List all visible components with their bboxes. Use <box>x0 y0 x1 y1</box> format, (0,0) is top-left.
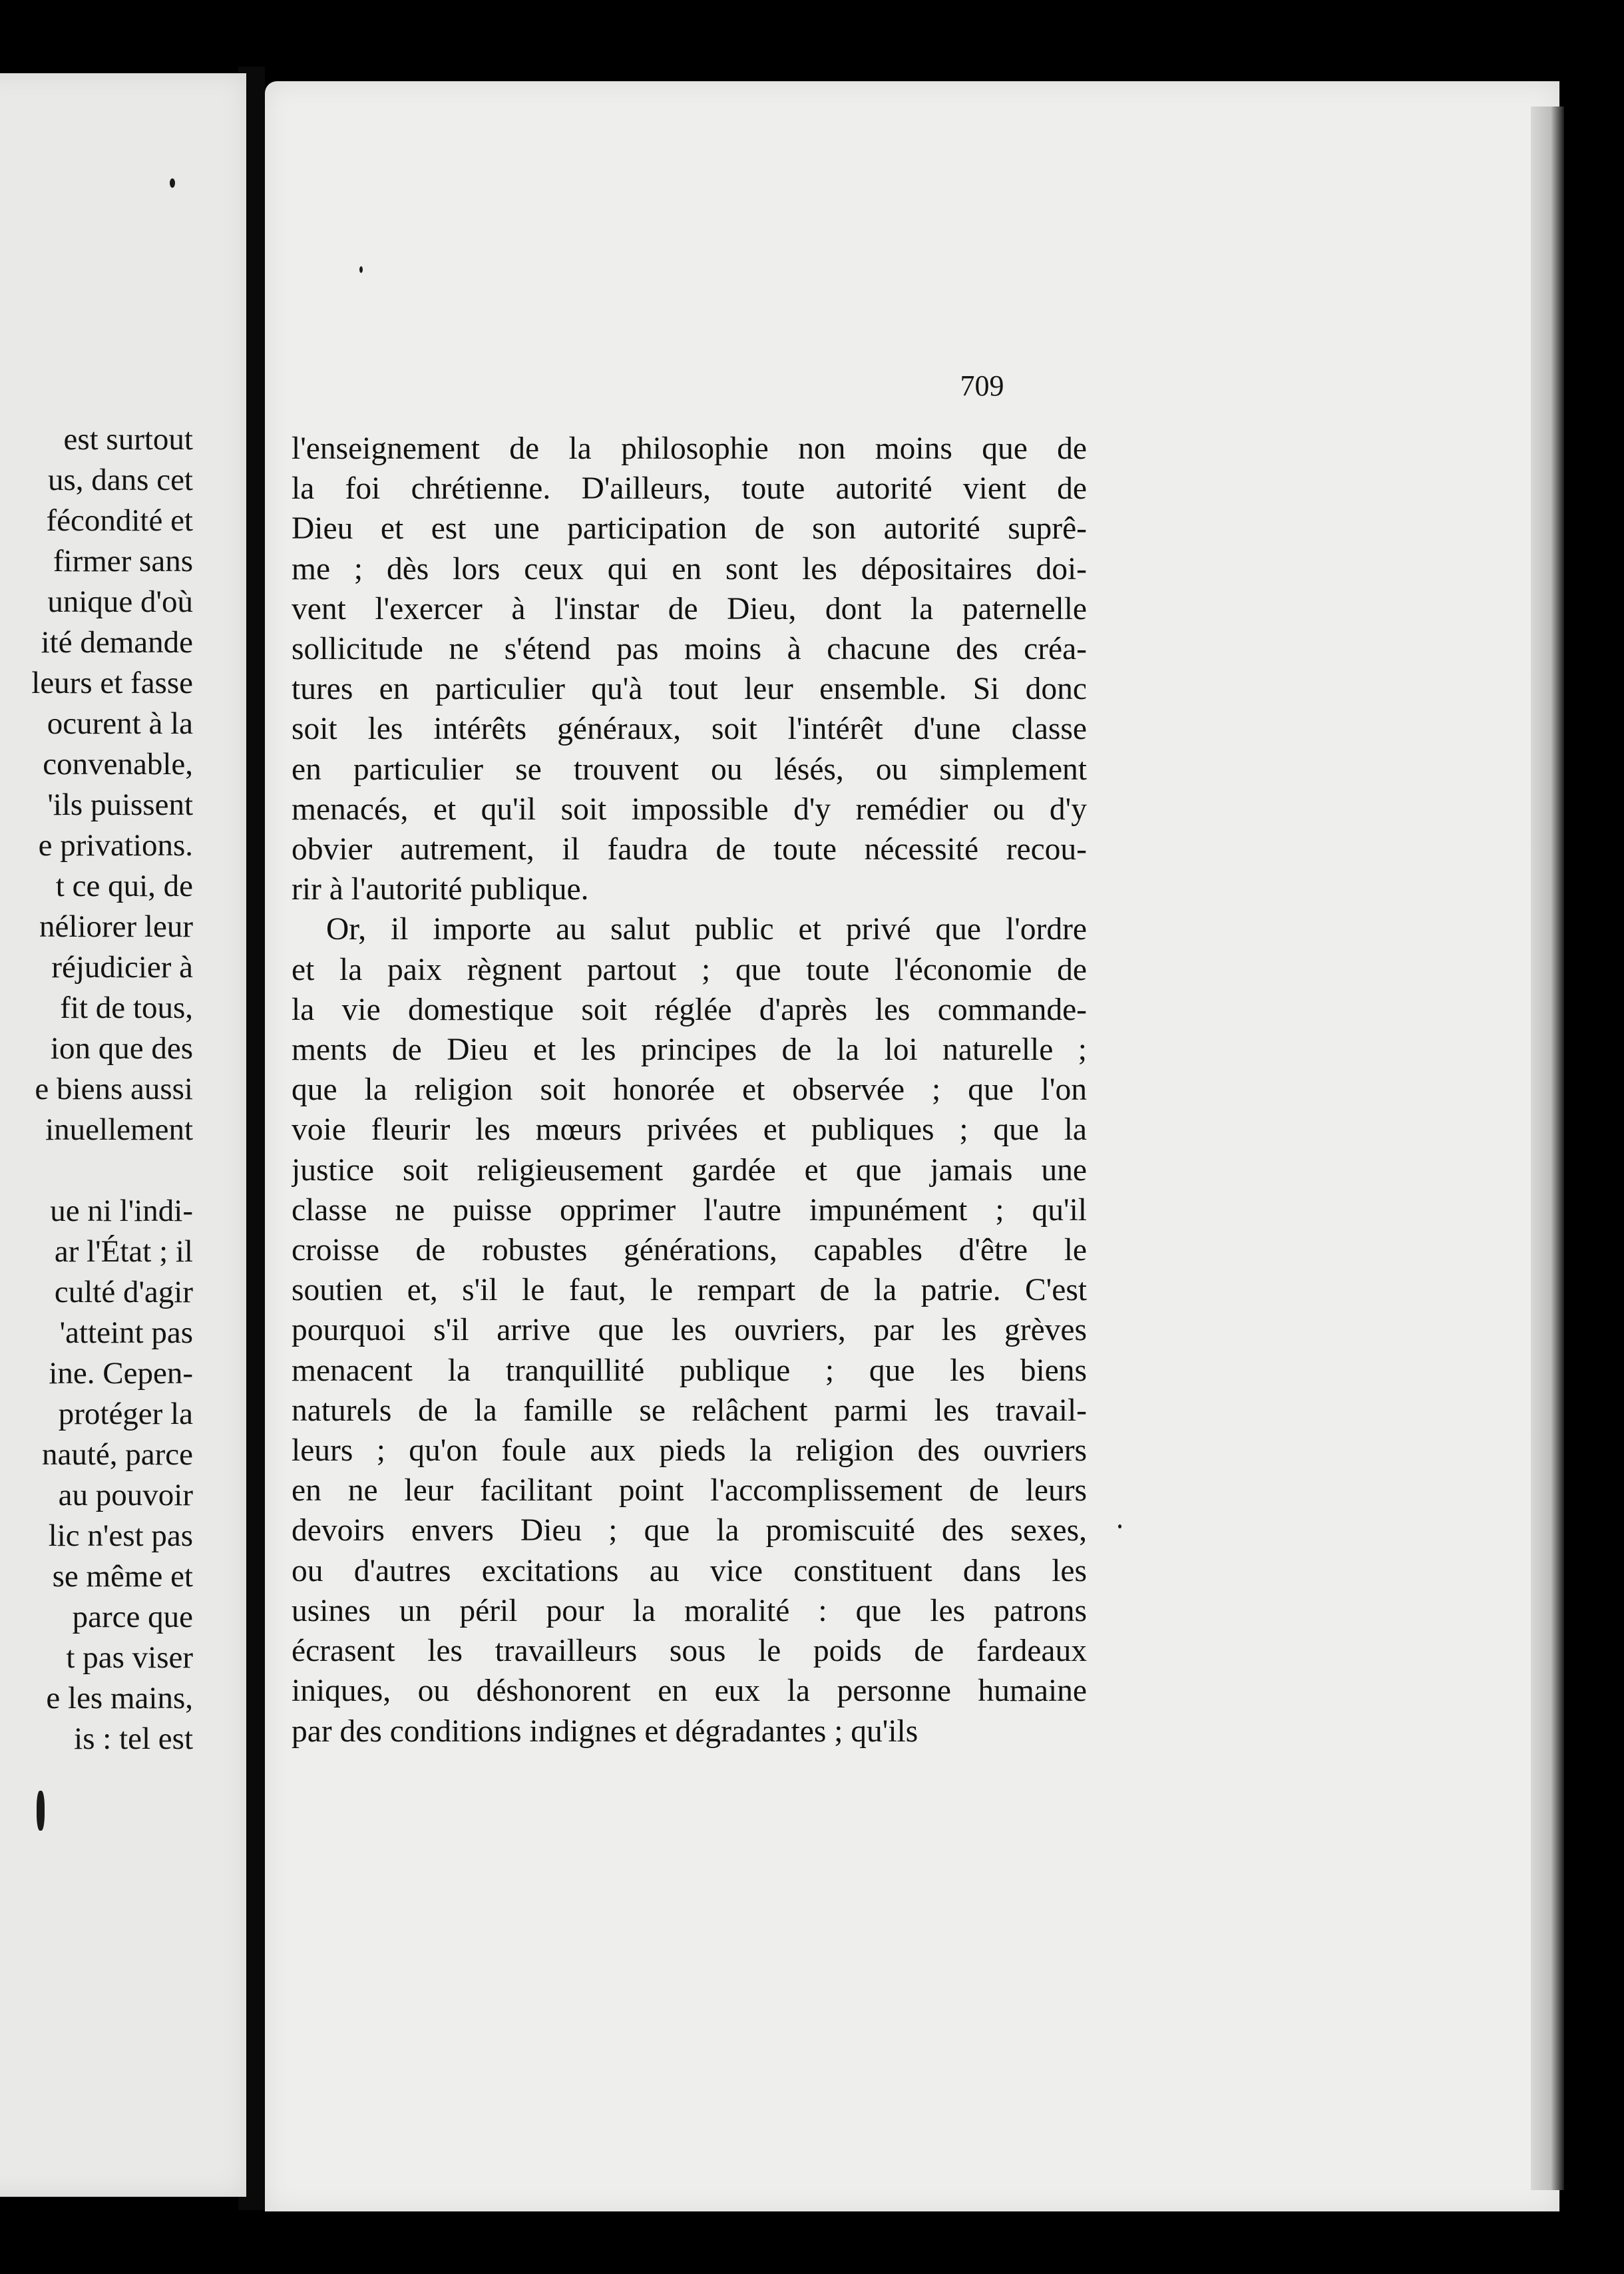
right-page <box>265 81 1559 2211</box>
paragraph-2 <box>292 909 1087 1751</box>
text-line: lic n'est pas <box>48 1518 193 1553</box>
text-line: naturels de la famille se relâchent parmi les travail- <box>292 1393 1087 1428</box>
text-line: vent l'exercer à l'instar de Dieu, dont la paternelle <box>292 591 1087 626</box>
text-line: la foi chrétienne. D'ailleurs, toute autorité vient de <box>292 471 1087 507</box>
text-line: en particulier se trouvent ou lésés, ou simplement <box>292 752 1087 787</box>
text-line: ou d'autres excitations au vice constituent dans les <box>292 1553 1087 1588</box>
text-line: iniques, ou déshonorent en eux la personne humaine <box>292 1674 1087 1709</box>
text-line: devoirs envers Dieu ; que la promiscuité des sexes, <box>292 1513 1087 1548</box>
text-line: tures en particulier qu'à tout leur ensemble. Si donc <box>292 672 1087 707</box>
text-line: unique d'où <box>47 584 193 619</box>
text-line: Or, il importe au salut public et privé que l'ordre <box>326 912 1087 947</box>
text-line: se même et <box>52 1559 193 1594</box>
text-line: e privations. <box>38 828 193 863</box>
page-number: 709 <box>960 369 1004 402</box>
text-line: 'ils puissent <box>47 788 193 822</box>
text-line: ue ni l'indi- <box>50 1194 193 1228</box>
text-line <box>0 1150 193 1191</box>
text-line: t pas viser <box>66 1640 193 1675</box>
text-line: voie fleurir les mœurs privées et publiques ; que la <box>292 1112 1087 1148</box>
text-line: leurs et fasse <box>31 666 193 700</box>
text-line: que la religion soit honorée et observée ; que l'on <box>292 1072 1087 1108</box>
text-line: ion que des <box>50 1031 193 1066</box>
dust-speck <box>1118 1524 1121 1528</box>
text-line: ar l'État ; il <box>54 1234 193 1269</box>
text-line: justice soit religieusement gardée et que jamais une <box>292 1152 1087 1188</box>
text-line: classe ne puisse opprimer l'autre impunément ; qu'il <box>292 1192 1087 1228</box>
text-line: ité demande <box>41 625 193 660</box>
text-line: obvier autrement, il faudra de toute nécessité recou- <box>292 832 1087 867</box>
text-line: usines un péril pour la moralité : que les patrons <box>292 1593 1087 1628</box>
text-line: firmer sans <box>53 544 193 578</box>
text-line: e les mains, <box>46 1681 193 1715</box>
dust-speck <box>37 1791 45 1831</box>
text-line: ocurent à la <box>47 706 193 741</box>
text-line: menacés, et qu'il soit impossible d'y remédier ou d'y <box>292 792 1087 827</box>
text-line: et la paix règnent partout ; que toute l'économie de <box>292 952 1087 987</box>
text-line: au pouvoir <box>58 1478 193 1512</box>
text-line: parce que <box>72 1600 193 1634</box>
text-line: is : tel est <box>74 1721 193 1756</box>
text-line: convenable, <box>43 747 193 782</box>
text-line: soutien et, s'il le faut, le rempart de la patrie. C'est <box>292 1273 1087 1308</box>
text-line: par des conditions indignes et dégradantes ; qu'ils <box>292 1713 918 1749</box>
text-line: l'enseignement de la philosophie non moins que de <box>292 431 1087 466</box>
text-line: menacent la tranquillité publique ; que les biens <box>292 1353 1087 1388</box>
text-line: fit de tous, <box>60 991 193 1025</box>
text-line: inuellement <box>45 1112 193 1147</box>
text-line: est surtout <box>63 422 193 457</box>
text-line: me ; dès lors ceux qui en sont les dépositaires doi- <box>292 551 1087 586</box>
page-edge-shadow <box>1531 107 1564 2190</box>
text-line: ine. Cepen- <box>49 1356 193 1391</box>
dust-speck <box>359 266 363 273</box>
left-page-text <box>0 419 193 1759</box>
left-page <box>0 73 246 2197</box>
text-line: néliorer leur <box>39 909 193 944</box>
text-line: écrasent les travailleurs sous le poids de fardeaux <box>292 1634 1087 1669</box>
text-line: la vie domestique soit réglée d'après les commande- <box>292 992 1087 1027</box>
dust-speck <box>170 178 175 188</box>
text-line: Dieu et est une participation de son autorité suprê- <box>292 511 1087 547</box>
text-line: t ce qui, de <box>55 869 193 903</box>
text-line: culté d'agir <box>54 1275 193 1309</box>
text-line: soit les intérêts généraux, soit l'intérêt d'une classe <box>292 712 1087 747</box>
paragraph-1 <box>292 429 1087 909</box>
text-line: nauté, parce <box>41 1437 193 1472</box>
text-line: en ne leur facilitant point l'accomplissement de leurs <box>292 1473 1087 1508</box>
text-line: leurs ; qu'on foule aux pieds la religion des ouvriers <box>292 1433 1087 1469</box>
text-line: pourquoi s'il arrive que les ouvriers, par les grèves <box>292 1313 1087 1348</box>
text-line: rir à l'autorité publique. <box>292 872 589 907</box>
text-line: sollicitude ne s'étend pas moins à chacune des créa- <box>292 632 1087 667</box>
text-line: us, dans cet <box>48 463 193 497</box>
text-line: croisse de robustes générations, capables d'être le <box>292 1233 1087 1268</box>
text-line: fécondité et <box>46 503 193 538</box>
page-body-text <box>292 429 1087 1751</box>
text-line: ments de Dieu et les principes de la loi naturelle ; <box>292 1032 1087 1068</box>
text-line: e biens aussi <box>35 1072 193 1106</box>
text-line: 'atteint pas <box>59 1315 193 1350</box>
text-line: réjudicier à <box>51 950 193 985</box>
text-line: protéger la <box>58 1397 193 1431</box>
